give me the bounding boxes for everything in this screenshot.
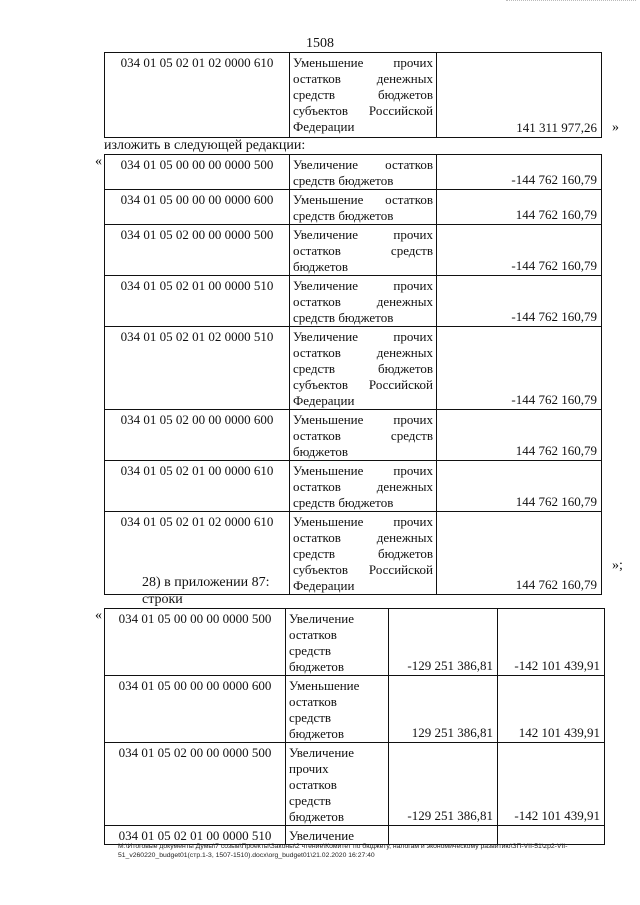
budget-code: 034 01 05 02 01 02 0000 610 [105,512,290,595]
amount-year-2: 142 101 439,91 [498,676,605,743]
table-row [105,155,602,190]
desc-line: Федерации [293,119,355,134]
section-heading: 28) в приложении 87: [142,575,270,590]
table-new-edition [104,154,602,595]
desc-line: Федерации [293,578,355,593]
budget-description [290,225,437,276]
budget-description [290,410,437,461]
desc-line: Увеличение [289,745,355,760]
page-number: 1508 [306,36,334,51]
scan-edge-mark [506,0,636,5]
budget-description [290,276,437,327]
amount: -144 762 160,79 [437,155,602,190]
budget-description [290,512,437,595]
desc-line: Уменьшение прочих [293,412,433,427]
desc-line: Увеличение прочих [293,278,433,293]
budget-description [290,190,437,225]
desc-line: средств бюджетов [293,173,394,188]
table-row [105,461,602,512]
desc-line: субъектов Российской [293,103,433,118]
budget-code: 034 01 05 00 00 00 0000 500 [105,609,286,676]
desc-line: остатков денежных [293,294,433,309]
desc-line: Увеличение прочих [293,329,433,344]
table-row [105,190,602,225]
table-row [105,676,605,743]
desc-line: средств бюджетов [293,310,394,325]
table-row [105,609,605,676]
desc-line: прочих [289,761,329,776]
amount: 144 762 160,79 [437,190,602,225]
table-row [105,225,602,276]
amount: 141 311 977,26 [437,53,602,138]
desc-line: Уменьшение [289,678,360,693]
desc-line: Федерации [293,393,355,408]
budget-code: 034 01 05 02 00 00 0000 500 [105,743,286,826]
desc-line: Увеличение остатков [293,157,433,172]
desc-line: остатков денежных [293,71,433,86]
desc-line: бюджетов [289,809,345,824]
amount: -144 762 160,79 [437,327,602,410]
amount-year-2: -142 101 439,91 [498,609,605,676]
desc-line: остатков средств [293,243,433,258]
amount-year-1: -129 251 386,81 [389,743,498,826]
budget-code: 034 01 05 00 00 00 0000 500 [105,155,290,190]
desc-line: Увеличение [289,611,355,626]
rows-label: строки [142,592,183,607]
budget-description [290,155,437,190]
desc-line: средств бюджетов [293,495,394,510]
closing-quote: » [612,120,619,135]
budget-code: 034 01 05 02 01 02 0000 610 [105,53,290,138]
desc-line: бюджетов [293,444,349,459]
desc-line: средств бюджетов [293,208,394,223]
budget-code: 034 01 05 02 00 00 0000 500 [105,225,290,276]
amount: 144 762 160,79 [437,512,602,595]
desc-line: Уменьшение прочих [293,55,433,70]
budget-description [286,743,389,826]
desc-line: остатков денежных [293,345,433,360]
footer-file-path: М:\Итоговые документы Думы\7 созыв\Проекты\Законы\2 чтение\Комитет по бюджету, налогам и экономическому развитию\ЗП-VII-51\zp2-VII-51_v260220_budget01(стр.1-3, 1507-1510).docx\org_budget01\21.02.2020 16:27:40 [118,843,568,859]
table-original-row [104,52,602,138]
desc-line: бюджетов [293,259,349,274]
table-row [105,53,602,138]
amount-year-1: -129 251 386,81 [389,609,498,676]
amount: -144 762 160,79 [437,225,602,276]
table-row [105,410,602,461]
desc-line: остатков [289,694,337,709]
table-row [105,743,605,826]
budget-code: 034 01 05 02 01 00 0000 510 [105,276,290,327]
budget-code: 034 01 05 02 01 02 0000 510 [105,327,290,410]
desc-line: средств бюджетов [293,546,433,561]
opening-quote: « [95,608,102,623]
desc-line: бюджетов [289,659,345,674]
budget-description [290,53,437,138]
budget-code: 034 01 05 02 01 00 0000 610 [105,461,290,512]
instruction-text: изложить в следующей редакции: [104,138,306,153]
desc-line: остатков денежных [293,479,433,494]
table-appendix-87 [104,608,605,845]
desc-line: Уменьшение прочих [293,463,433,478]
desc-line: остатков [289,777,337,792]
desc-line: бюджетов [289,726,345,741]
desc-line: Увеличение [289,828,355,843]
budget-description [290,461,437,512]
table-row [105,276,602,327]
amount: 144 762 160,79 [437,410,602,461]
budget-code: 034 01 05 00 00 00 0000 600 [105,190,290,225]
desc-line: субъектов Российской [293,377,433,392]
desc-line: средств бюджетов [293,361,433,376]
desc-line: остатков [289,627,337,642]
desc-line: остатков денежных [293,530,433,545]
opening-quote: « [95,154,102,169]
budget-code: 034 01 05 02 00 00 0000 600 [105,410,290,461]
desc-line: средств бюджетов [293,87,433,102]
desc-line: Увеличение прочих [293,227,433,242]
desc-line: средств [289,643,332,658]
desc-line: средств [289,793,332,808]
table-row [105,327,602,410]
closing-quote: »; [612,558,623,573]
desc-line: остатков средств [293,428,433,443]
desc-line: субъектов Российской [293,562,433,577]
budget-description [286,609,389,676]
budget-description [290,327,437,410]
amount-year-1: 129 251 386,81 [389,676,498,743]
desc-line: Уменьшение остатков [293,192,433,207]
budget-code: 034 01 05 02 01 00 0000 510 [105,826,286,845]
amount-year-2: -142 101 439,91 [498,743,605,826]
desc-line: средств [289,710,332,725]
amount: -144 762 160,79 [437,276,602,327]
desc-line: Уменьшение прочих [293,514,433,529]
budget-description [286,676,389,743]
budget-code: 034 01 05 00 00 00 0000 600 [105,676,286,743]
amount: 144 762 160,79 [437,461,602,512]
